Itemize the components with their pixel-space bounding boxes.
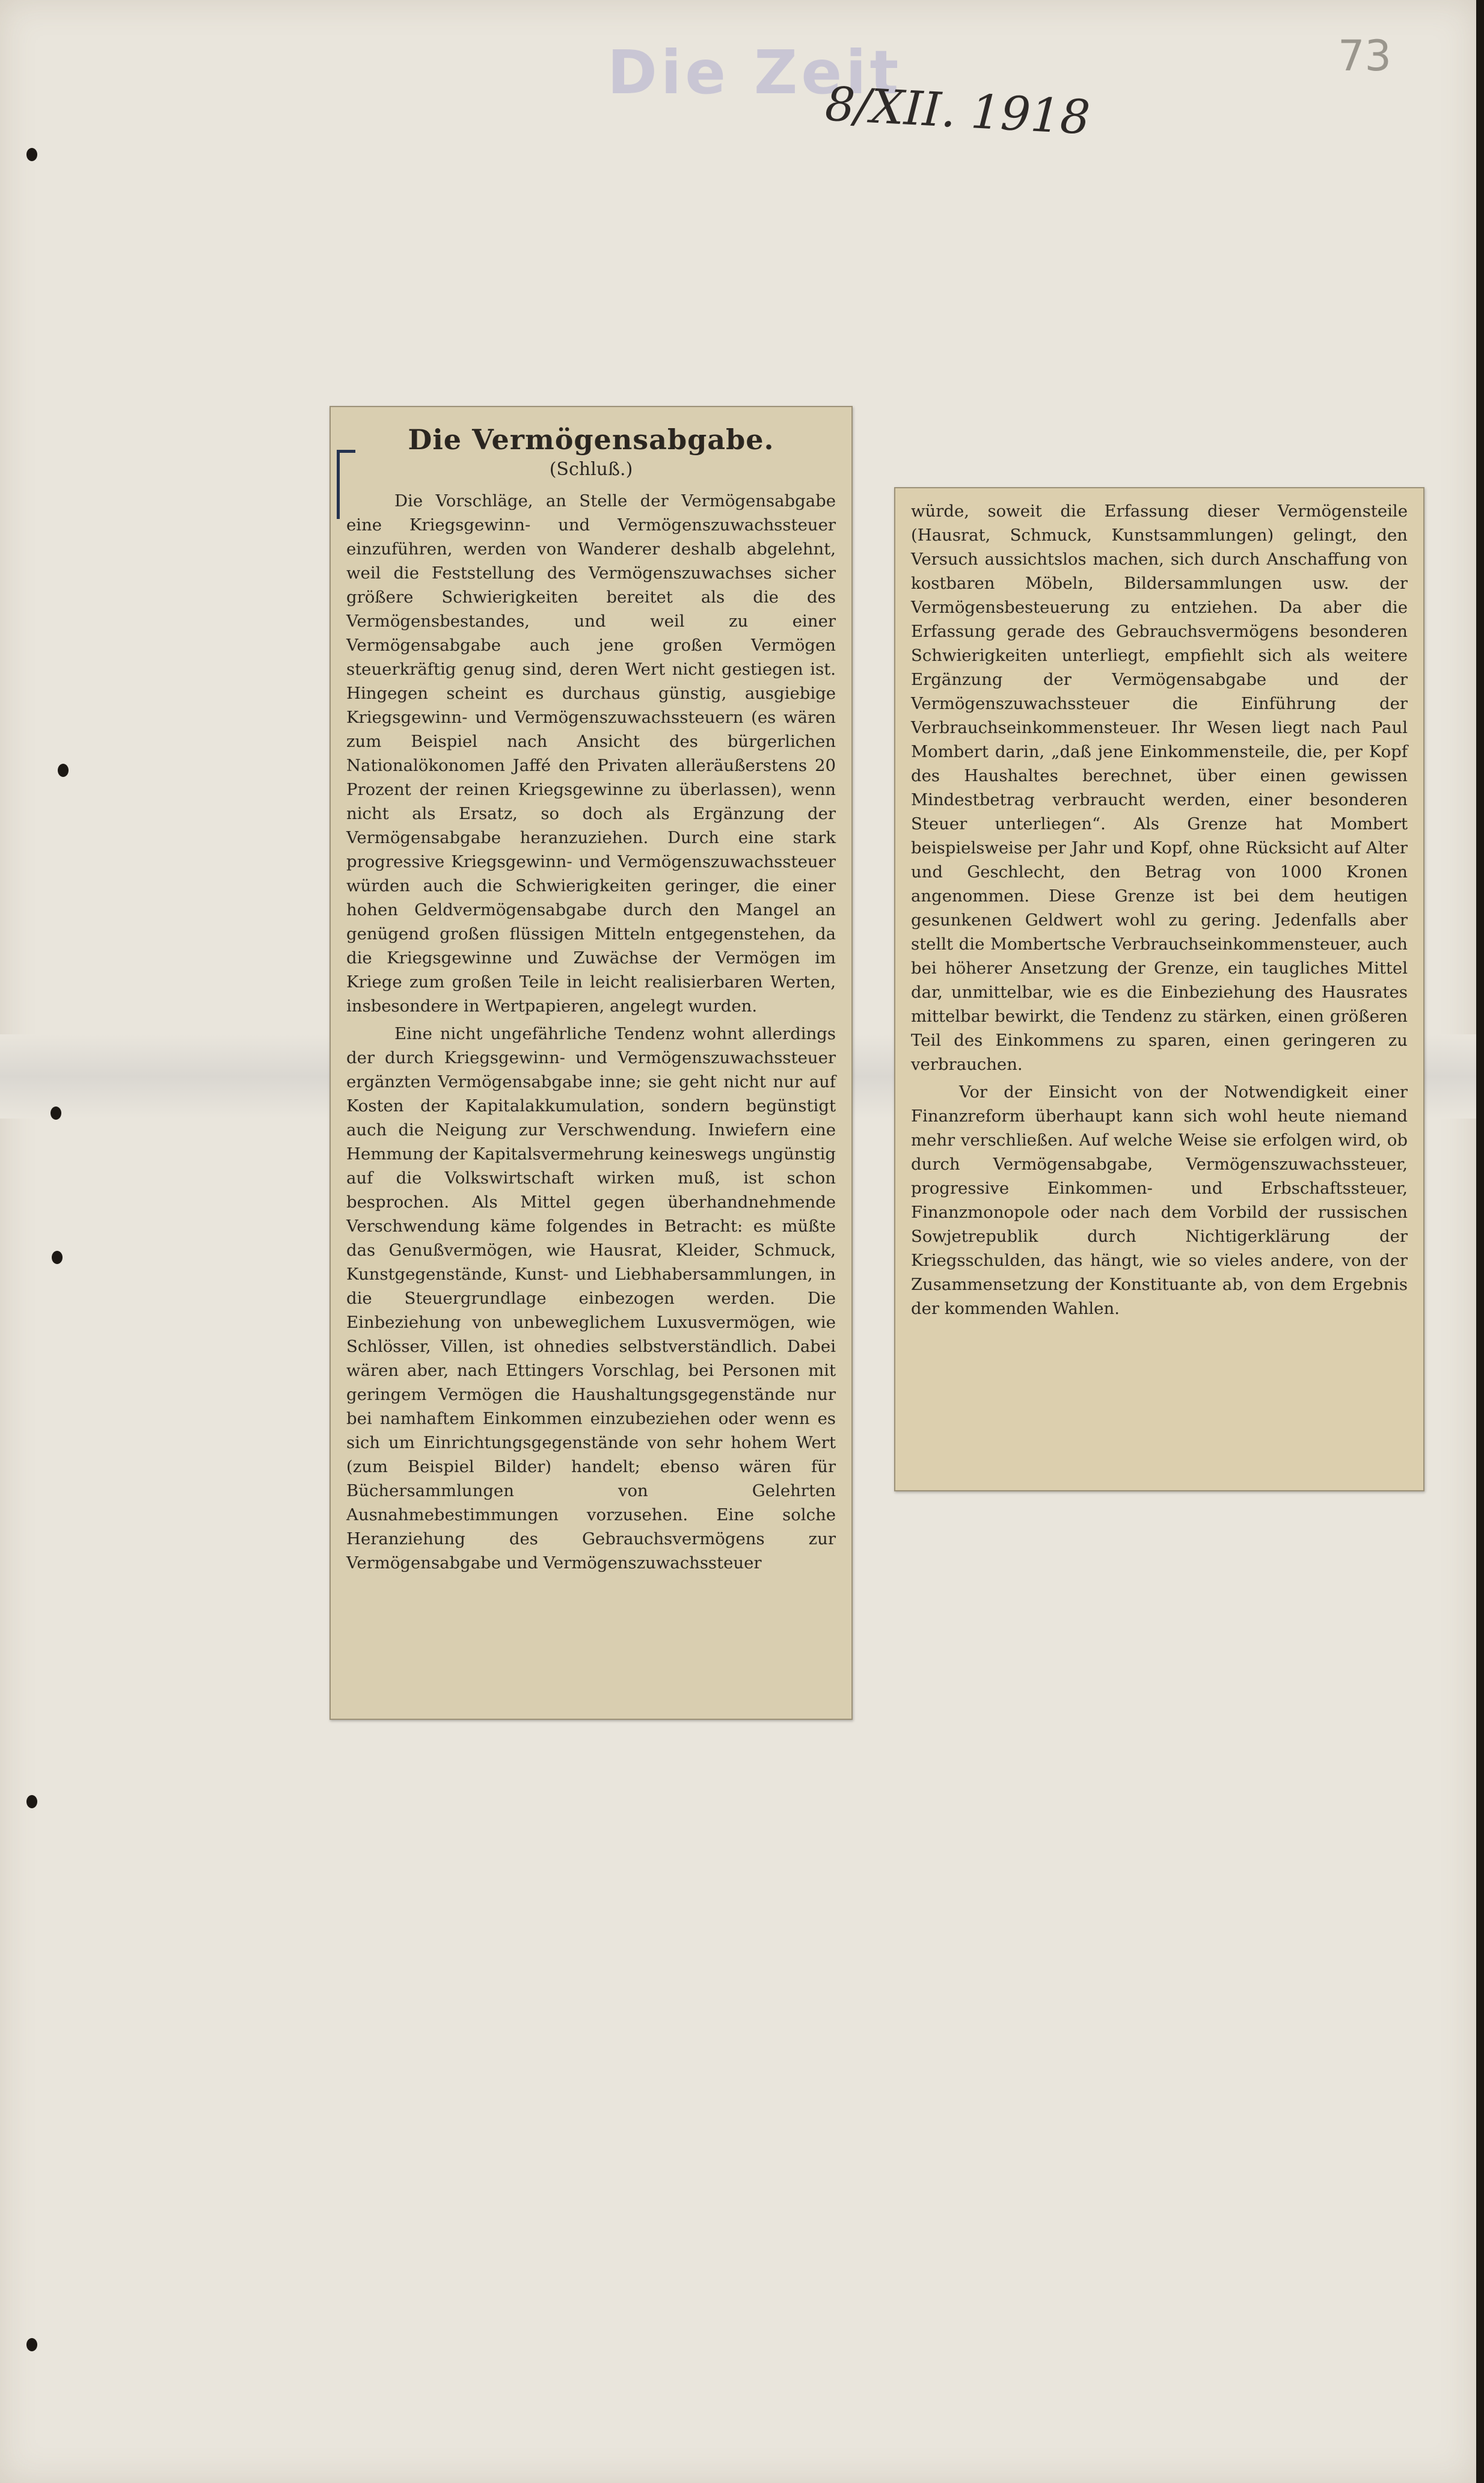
article-paragraph: Eine nicht ungefährliche Tendenz wohnt allerdings der durch Kriegsgewinn- und Vermögenszuwachssteuer ergänzten Vermögensabgabe inne; sie geht nicht nur auf Kosten der Kapitalakkumulation, sondern begünstigt auch die Neigung zur Verschwendung. Inwiefern eine Hemmung der Kapitalsvermehrung keineswegs ungünstig auf die Volkswirtschaft wirken muß, ist schon besprochen. Als Mittel gegen überhandnehmende Verschwendung käme folgendes in Betracht: es müßte das Genußvermögen, wie Hausrat, Kleider, Schmuck, Kunstgegenstände, Kunst- und Liebhabersammlungen, in die Steuergrundlage einbezogen werden. Die Einbeziehung von unbeweglichem Luxusvermögen, wie Schlösser, Villen, ist ohnedies selbstverständlich. Dabei wären aber, nach Ettingers Vorschlag, bei Personen mit geringem Vermögen die Haushaltungsgegenstände nur bei namhaftem Einkommen einzubeziehen oder wenn es sich um Einrichtungsgegenstände von sehr hohem Wert (zum Beispiel Bilder) handelt; ebenso wären für Büchersammlungen von Gelehrten Ausnahmebestimmungen vorzusehen. Eine solche Heranziehung des Gebrauchsvermögens zur Vermögensabgabe und Vermögenszuwachssteuer [346,1024,836,1573]
punch-hole-mark [52,1251,63,1264]
page-number: 73 [1338,31,1392,81]
punch-hole-mark [58,764,69,777]
article-paragraph: würde, soweit die Erfassung dieser Vermögensteile (Hausrat, Schmuck, Kunstsammlungen) gelingt, den Versuch aussichtslos machen, sich durch Anschaffung von kostbaren Möbeln, Bildersammlungen usw. der Vermögensbesteuerung zu entziehen. Da aber die Erfassung gerade des Gebrauchsvermögens besonderen Schwierigkeiten unterliegt, empfiehlt sich als weitere Ergänzung der Vermögensabgabe und der Vermögenszuwachssteuer die Einführung der Verbrauchseinkommensteuer. Ihr Wesen liegt nach Paul Mombert darin, „daß jene Einkommensteile, die, per Kopf des Haushaltes berechnet, über einen gewissen Mindestbetrag verbraucht werden, einer besonderen Steuer unterliegen“. Als Grenze hat Mombert beispielsweise per Jahr und Kopf, ohne Rücksicht auf Alter und Geschlecht, den Betrag von 1000 Kronen angenommen. Diese Grenze ist bei dem heutigen gesunkenen Geldwert wohl zu gering. Jedenfalls aber stellt die Mombertsche Verbrauchseinkommensteuer, auch bei höherer Ansetzung der Grenze, ein taugliches Mittel dar, unmittelbar, wie es die Einbeziehung des Hausrates mittelbar bewirkt, die Tendenz zu stärken, einen größeren Teil des Einkommens zu sparen, einen geringeren zu verbrauchen. [911,502,1408,1074]
newspaper-clipping-column-1 [330,406,853,1720]
article-paragraph: Die Vorschläge, an Stelle der Vermögensabgabe eine Kriegsgewinn- und Vermögenszuwachssteuer einzuführen, werden von Wanderer deshalb abgelehnt, weil die Feststellung des Vermögenszuwachses sicher größere Schwierigkeiten bereitet als die des Vermögensbestandes, und weil zu einer Vermögensabgabe auch jene großen Vermögen steuerkräftig genug sind, deren Wert nicht gestiegen ist. Hingegen scheint es durchaus günstig, ausgiebige Kriegsgewinn- und Vermögenszuwachssteuern (es wären zum Beispiel nach Ansicht des bürgerlichen Nationalökonomen Jaffé den Privaten alleräußerstens 20 Prozent der reinen Kriegsgewinne zu überlassen), wenn nicht als Ersatz, so doch als Ergänzung der Vermögensabgabe heranzuziehen. Durch eine stark progressive Kriegsgewinn- und Vermögenszuwachssteuer würden auch die Schwierigkeiten geringer, die einer hohen Geldvermögensabgabe durch den Mangel an genügend großen flüssigen Mitteln entgegenstehen, da die Kriegsgewinne und Zuwächse der Vermögen im Kriege zum großen Teile in leicht realisierbaren Werten, insbesondere in Wertpapieren, angelegt wurden. [346,491,836,1016]
newspaper-clipping-column-2 [894,487,1424,1491]
article-title: Die Vermögensabgabe. [408,423,774,456]
punch-hole-mark [26,1795,37,1808]
article-paragraph: Vor der Einsicht von der Notwendigkeit einer Finanzreform überhaupt kann sich wohl heute niemand mehr verschließen. Auf welche Weise sie erfolgen wird, ob durch Vermögensabgabe, Vermögenszuwachssteuer, progressive Einkommen- und Erbschaftssteuer, Finanzmonopole oder nach dem Vorbild der russischen Sowjetrepublik durch Nichtigerklärung der Kriegsschulden, das hängt, wie so vieles andere, von der Zusammensetzung der Konstituante ab, von dem Ergebnis der kommenden Wahlen. [911,1082,1408,1318]
punch-hole-mark [26,2338,37,2351]
punch-hole-mark [51,1106,61,1120]
handwritten-date: 8/XII. 1918 [823,77,1092,146]
article-subtitle: (Schluß.) [549,459,633,480]
blue-pencil-mark [337,450,355,519]
newspaper-stamp: Die Zeit [607,37,903,108]
punch-hole-mark [26,148,37,161]
